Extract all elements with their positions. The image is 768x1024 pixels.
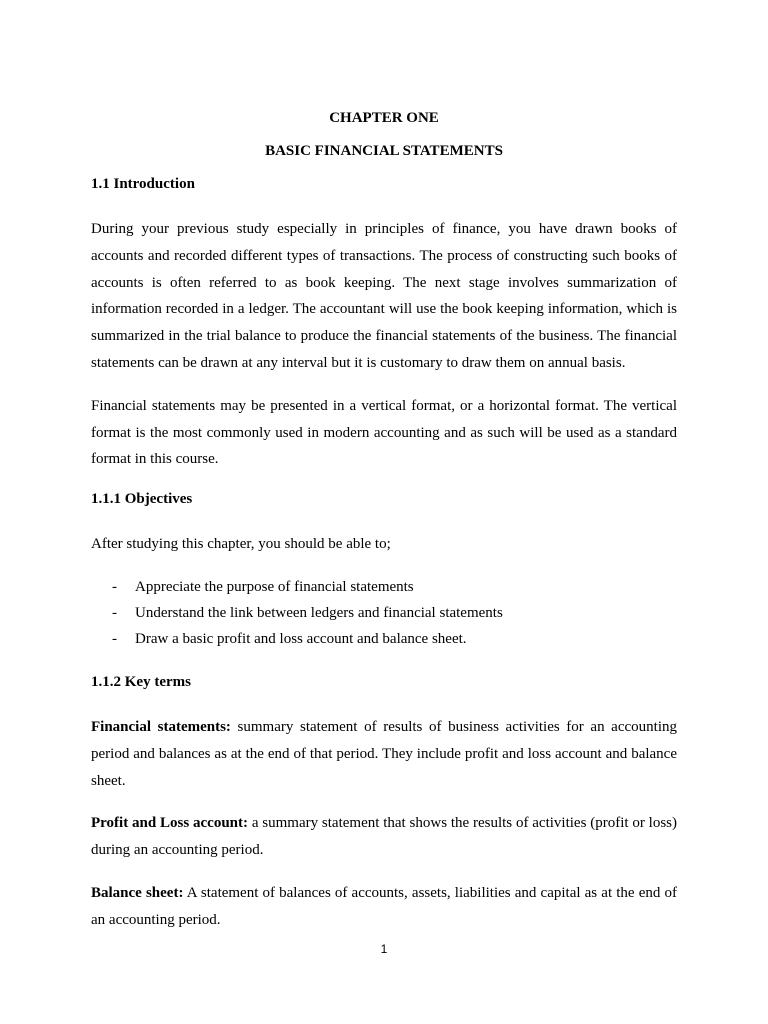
list-item (91, 574, 677, 600)
objective-text: Understand the link between ledgers and financial statements (135, 604, 503, 621)
introduction-paragraph-1: During your previous study especially in principles of finance, you have drawn books of accounts and recorded different types of transactions. The process of constructing such books of accounts is often referred to as book keeping. The next stage involves summarization of information recorded in a ledger. The accountant will use the book keeping information, which is summarized in the trial balance to produce the financial statements of the business. The financial statements can be drawn at any interval but it is customary to draw them on annual basis. (91, 221, 677, 371)
page-number: 1 (380, 942, 388, 956)
chapter-label: CHAPTER ONE (329, 110, 439, 126)
objectives-heading: 1.1.1 Objectives (91, 491, 193, 508)
objective-text: Draw a basic profit and loss account and balance sheet. (135, 630, 467, 647)
page-content (91, 108, 677, 950)
objective-text: Appreciate the purpose of financial statements (135, 578, 414, 595)
introduction-heading: 1.1 Introduction (91, 176, 195, 192)
key-term-profit-and-loss (91, 810, 677, 864)
introduction-paragraph-2: Financial statements may be presented in a vertical format, or a horizontal format. The vertical format is the most commonly used in modern accounting and as such will be used as a standard format in this course. (91, 397, 677, 468)
objectives-list (91, 574, 677, 652)
chapter-title: BASIC FINANCIAL STATEMENTS (265, 143, 503, 159)
bullet-dash: - (112, 630, 117, 647)
term-definition: A statement of balances of accounts, assets, liabilities and capital as at the end of an accounting period. (91, 884, 677, 928)
key-terms-heading: 1.1.2 Key terms (91, 673, 191, 690)
list-item (91, 626, 677, 652)
term-definition: a summary statement that shows the results of activities (profit or loss) during an accounting period. (91, 815, 677, 859)
term-label: Financial statements: (91, 718, 231, 735)
objectives-intro: After studying this chapter, you should be able to; (91, 536, 391, 553)
term-definition: summary statement of results of business activities for an accounting period and balances as at the end of that period. They include profit and loss account and balance sheet. (91, 718, 677, 789)
bullet-dash: - (112, 578, 117, 595)
term-label: Balance sheet: (91, 884, 184, 901)
list-item (91, 600, 677, 626)
key-term-balance-sheet (91, 880, 677, 934)
key-term-financial-statements (91, 714, 677, 794)
bullet-dash: - (112, 604, 117, 621)
term-label: Profit and Loss account: (91, 815, 248, 832)
